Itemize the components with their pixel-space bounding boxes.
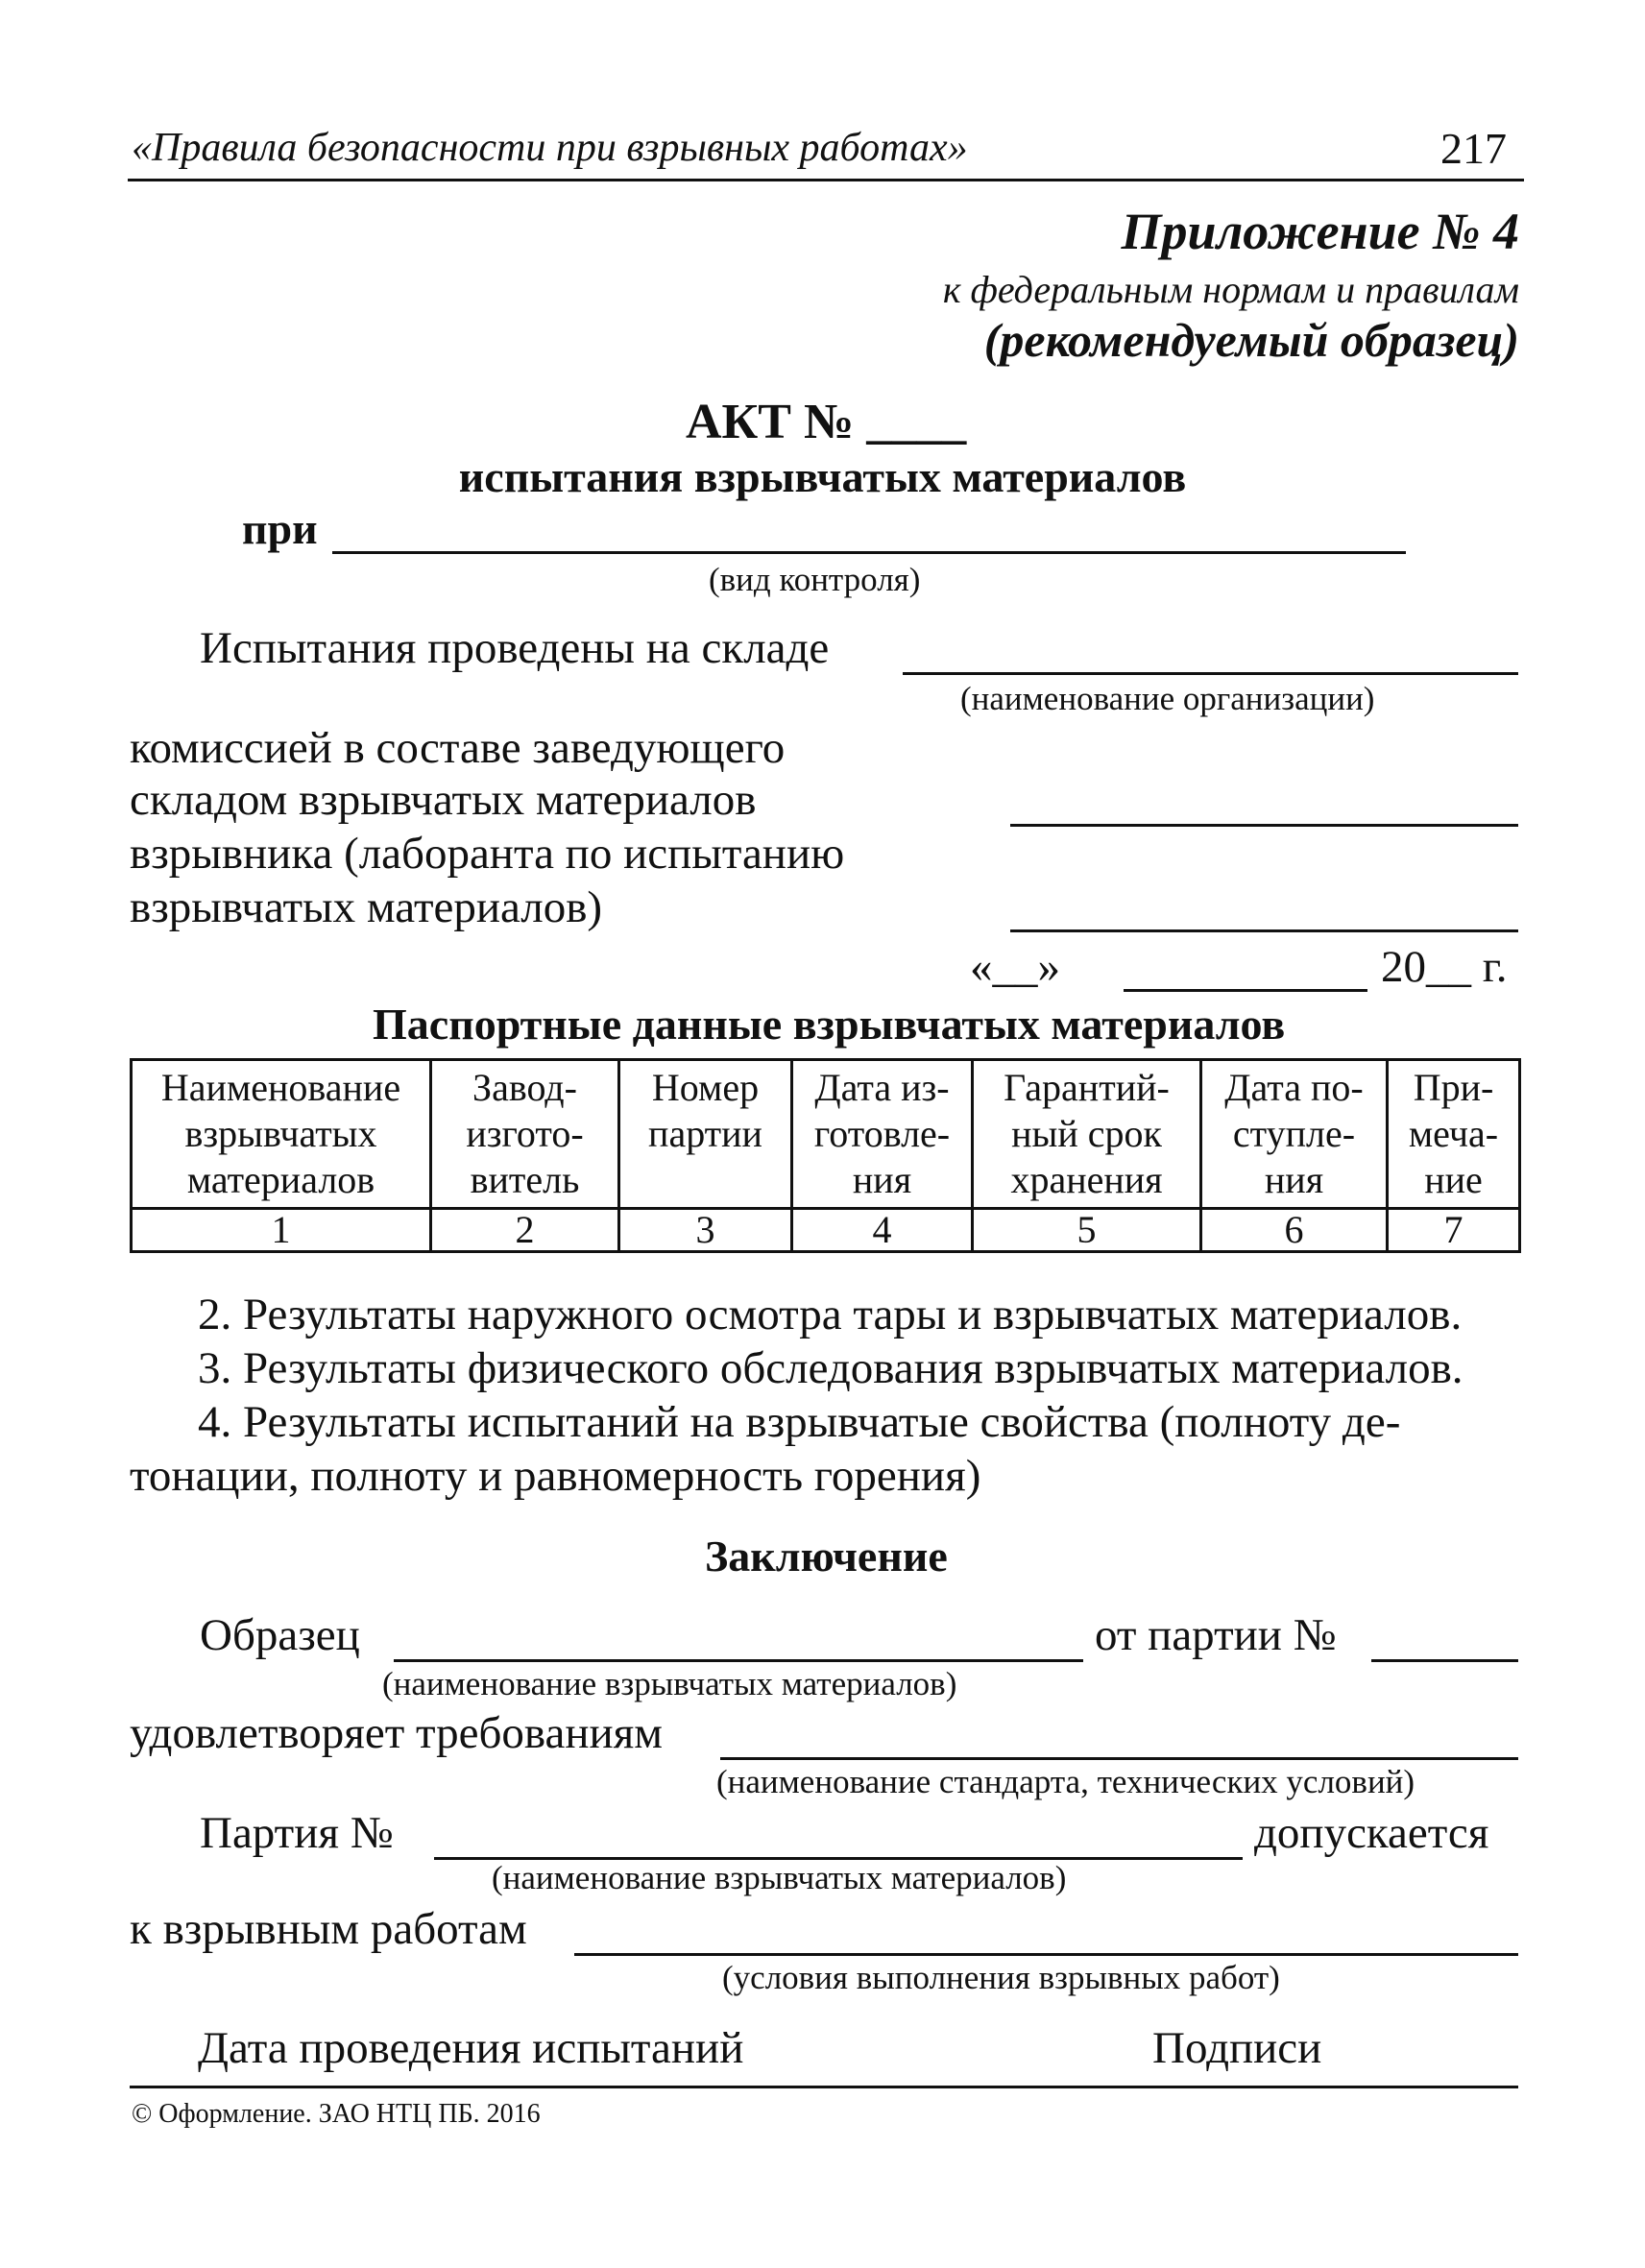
passport-table (130, 1058, 1521, 1253)
result-item-3: 3. Результаты физического обследования взрывчатых материалов. (198, 1343, 1464, 1393)
date-day: «__» (970, 942, 1060, 992)
sample-material-field[interactable] (394, 1659, 1083, 1662)
from-batch-label: от партии № (1095, 1610, 1337, 1660)
allowed-label: допускается (1254, 1808, 1489, 1858)
date-year: 20__ г. (1381, 942, 1508, 992)
column-number: 4 (792, 1209, 973, 1252)
result-item-2: 2. Результаты наружного осмотра тары и взрывчатых материалов. (198, 1290, 1463, 1339)
result-item-4-cont: тонации, полноту и равномерность горения) (130, 1451, 981, 1501)
act-title: АКТ № ____ (686, 395, 967, 449)
footer-copyright: © Оформление. ЗАО НТЦ ПБ. 2016 (132, 2099, 541, 2129)
to-works-label: к взрывным работам (130, 1904, 527, 1954)
commission-line: комиссией в составе заведующего (130, 723, 786, 773)
column-number: 1 (132, 1209, 431, 1252)
page-number: 217 (1440, 124, 1507, 173)
tests-text: Испытания проведены на складе (200, 623, 830, 673)
commission-line: взрывника (лаборанта по испытанию (130, 829, 845, 879)
appendix-title: Приложение № 4 (1121, 203, 1519, 260)
meets-requirements: удовлетворяет требованиям (130, 1708, 664, 1758)
column-header: При- меча- ние (1388, 1060, 1520, 1209)
batch-label: Партия № (200, 1808, 394, 1858)
appendix-subtitle: к федеральным нормам и правилам (942, 268, 1519, 311)
commission-line: складом взрывчатых материалов (130, 775, 757, 825)
column-number: 3 (619, 1209, 792, 1252)
passport-title: Паспортные данные взрывчатых материалов (373, 1000, 1286, 1049)
control-type-caption: (вид контроля) (709, 561, 921, 598)
pri-label: при (242, 504, 318, 553)
column-header: Дата из- готовле- ния (792, 1060, 973, 1209)
column-header: Дата по- ступле- ния (1201, 1060, 1388, 1209)
standard-field[interactable] (720, 1757, 1518, 1760)
blaster-field[interactable] (1010, 929, 1518, 932)
organization-caption: (наименование организации) (960, 680, 1375, 717)
works-conditions-field[interactable] (574, 1953, 1518, 1956)
warehouse-head-field[interactable] (1010, 824, 1518, 827)
conclusion-title: Заключение (705, 1532, 948, 1580)
act-subtitle: испытания взрывчатых материалов (458, 452, 1187, 501)
column-number: 2 (431, 1209, 619, 1252)
appendix-type: (рекомендуемый образец) (983, 313, 1519, 367)
result-item-4: 4. Результаты испытаний на взрывчатые свойства (полноту де- (198, 1397, 1401, 1447)
commission-line: взрывчатых материалов) (130, 882, 603, 932)
materials-caption-2: (наименование взрывчатых материалов) (492, 1859, 1067, 1896)
materials-caption: (наименование взрывчатых материалов) (382, 1665, 957, 1702)
standard-caption: (наименование стандарта, технических условий) (716, 1763, 1415, 1800)
running-header-title: «Правила безопасности при взрывных работах» (132, 126, 968, 170)
column-header: Завод- изгото- витель (431, 1060, 619, 1209)
table-header-row (132, 1060, 1520, 1209)
sample-label: Образец (200, 1610, 360, 1660)
column-number: 5 (973, 1209, 1201, 1252)
column-header: Гарантий- ный срок хранения (973, 1060, 1201, 1209)
date-month-field[interactable] (1124, 989, 1367, 992)
conditions-caption: (условия выполнения взрывных работ) (722, 1959, 1280, 1996)
batch-number-field[interactable] (1371, 1659, 1518, 1662)
header-rule (128, 179, 1524, 181)
column-header: Номер партии (619, 1060, 792, 1209)
column-number: 6 (1201, 1209, 1388, 1252)
test-date-label: Дата проведения испытаний (198, 2023, 744, 2073)
warehouse-field[interactable] (903, 672, 1518, 675)
column-header: Наименование взрывчатых материалов (132, 1060, 431, 1209)
control-type-field[interactable] (332, 551, 1406, 554)
column-number: 7 (1388, 1209, 1520, 1252)
table-row (132, 1209, 1520, 1252)
footer-rule (130, 2086, 1518, 2088)
signatures-label: Подписи (1152, 2023, 1322, 2073)
